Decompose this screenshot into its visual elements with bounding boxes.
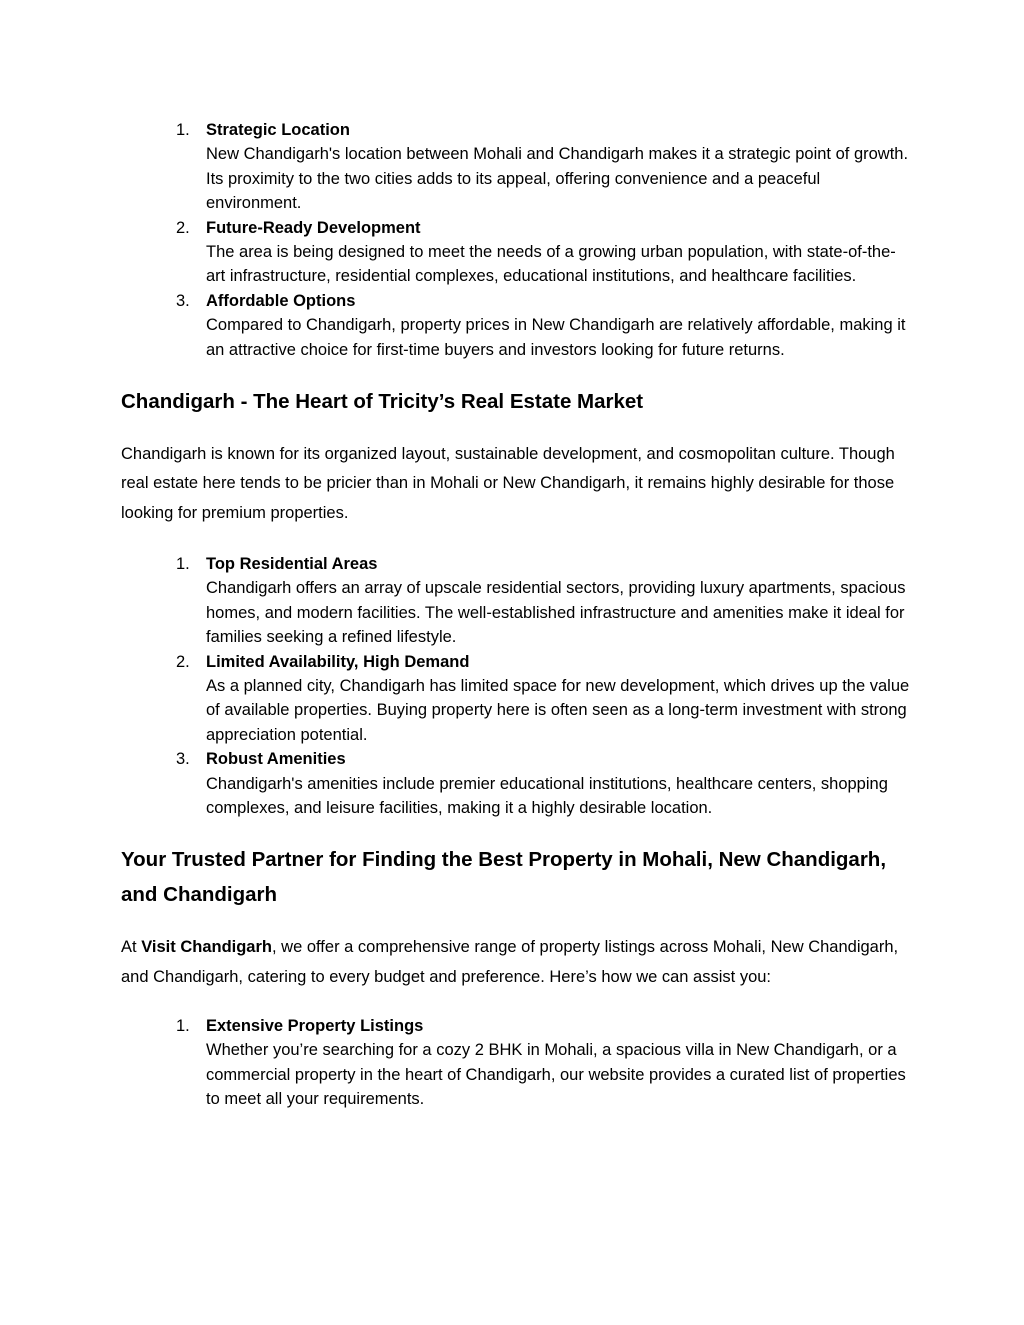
- list-item-title: Extensive Property Listings: [206, 1017, 424, 1036]
- list-number: 3.: [176, 291, 190, 310]
- list-number: 1.: [176, 121, 190, 139]
- list-item: [176, 552, 911, 650]
- chandigarh-list: [121, 552, 911, 820]
- brand-name: Visit Chandigarh: [141, 938, 272, 957]
- paragraph-rest: , we offer a comprehensive range of property listings across Mohali, New Chandigarh, and Chandigarh, catering to every budget and preference. Here’s how we can assist you:: [121, 938, 899, 986]
- list-item: [176, 1014, 911, 1112]
- partner-list: [121, 1014, 911, 1112]
- list-item-body: New Chandigarh's location between Mohali and Chandigarh makes it a strategic point of growth. Its proximity to the two cities adds to its appeal, offering convenience and a peaceful environment.: [206, 145, 909, 213]
- list-item: [176, 289, 911, 362]
- paragraph-prefix: At: [121, 938, 142, 957]
- list-number: 2.: [176, 218, 190, 237]
- section-paragraph-chandigarh: Chandigarh is known for its organized layout, sustainable development, and cosmopolitan culture. Though real estate here tends to be pricier than in Mohali or New Chandigarh, it remains highly desirable for those looking for premium properties.: [121, 445, 895, 522]
- list-item-title: Top Residential Areas: [206, 554, 378, 573]
- list-item-body: Whether you’re searching for a cozy 2 BHK in Mohali, a spacious villa in New Chandigarh, or a commercial property in the heart of Chandigarh, our website provides a curated list of properties to meet all your requirements.: [206, 1041, 906, 1109]
- list-item-body: As a planned city, Chandigarh has limited space for new development, which drives up the value of available properties. Buying property here is often seen as a long-term investment with strong appreciation potential.: [206, 676, 910, 744]
- document-page: [121, 118, 911, 1112]
- list-item: [176, 118, 911, 216]
- list-item-title: Strategic Location: [206, 121, 350, 139]
- list-item-title: Limited Availability, High Demand: [206, 652, 470, 671]
- list-item-title: Robust Amenities: [206, 750, 346, 769]
- list-item-title: Affordable Options: [206, 291, 356, 310]
- list-number: 3.: [176, 750, 190, 769]
- section-heading-chandigarh: Chandigarh - The Heart of Tricity’s Real Estate Market: [121, 390, 644, 414]
- section-heading-partner: Your Trusted Partner for Finding the Best Property in Mohali, New Chandigarh, and Chandigarh: [121, 848, 887, 907]
- list-item: [176, 216, 911, 289]
- list-number: 1.: [176, 1017, 190, 1036]
- new-chandigarh-list: [121, 118, 911, 362]
- section-paragraph-partner: [121, 933, 911, 992]
- list-item-body: Chandigarh offers an array of upscale residential sectors, providing luxury apartments, spacious homes, and modern facilities. The well-established infrastructure and amenities make it ideal for families seeking a refined lifestyle.: [206, 579, 906, 647]
- list-number: 1.: [176, 554, 190, 573]
- list-item-body: The area is being designed to meet the needs of a growing urban population, with state-of-the-art infrastructure, residential complexes, educational institutions, and healthcare facilities.: [206, 243, 896, 286]
- list-item-body: Chandigarh's amenities include premier educational institutions, healthcare centers, shopping complexes, and leisure facilities, making it a highly desirable location.: [206, 774, 888, 818]
- list-item-title: Future-Ready Development: [206, 218, 421, 237]
- list-item-body: Compared to Chandigarh, property prices in New Chandigarh are relatively affordable, making it an attractive choice for first-time buyers and investors looking for future returns.: [206, 316, 906, 359]
- list-number: 2.: [176, 652, 190, 671]
- list-item: [176, 747, 911, 820]
- list-item: [176, 650, 911, 748]
